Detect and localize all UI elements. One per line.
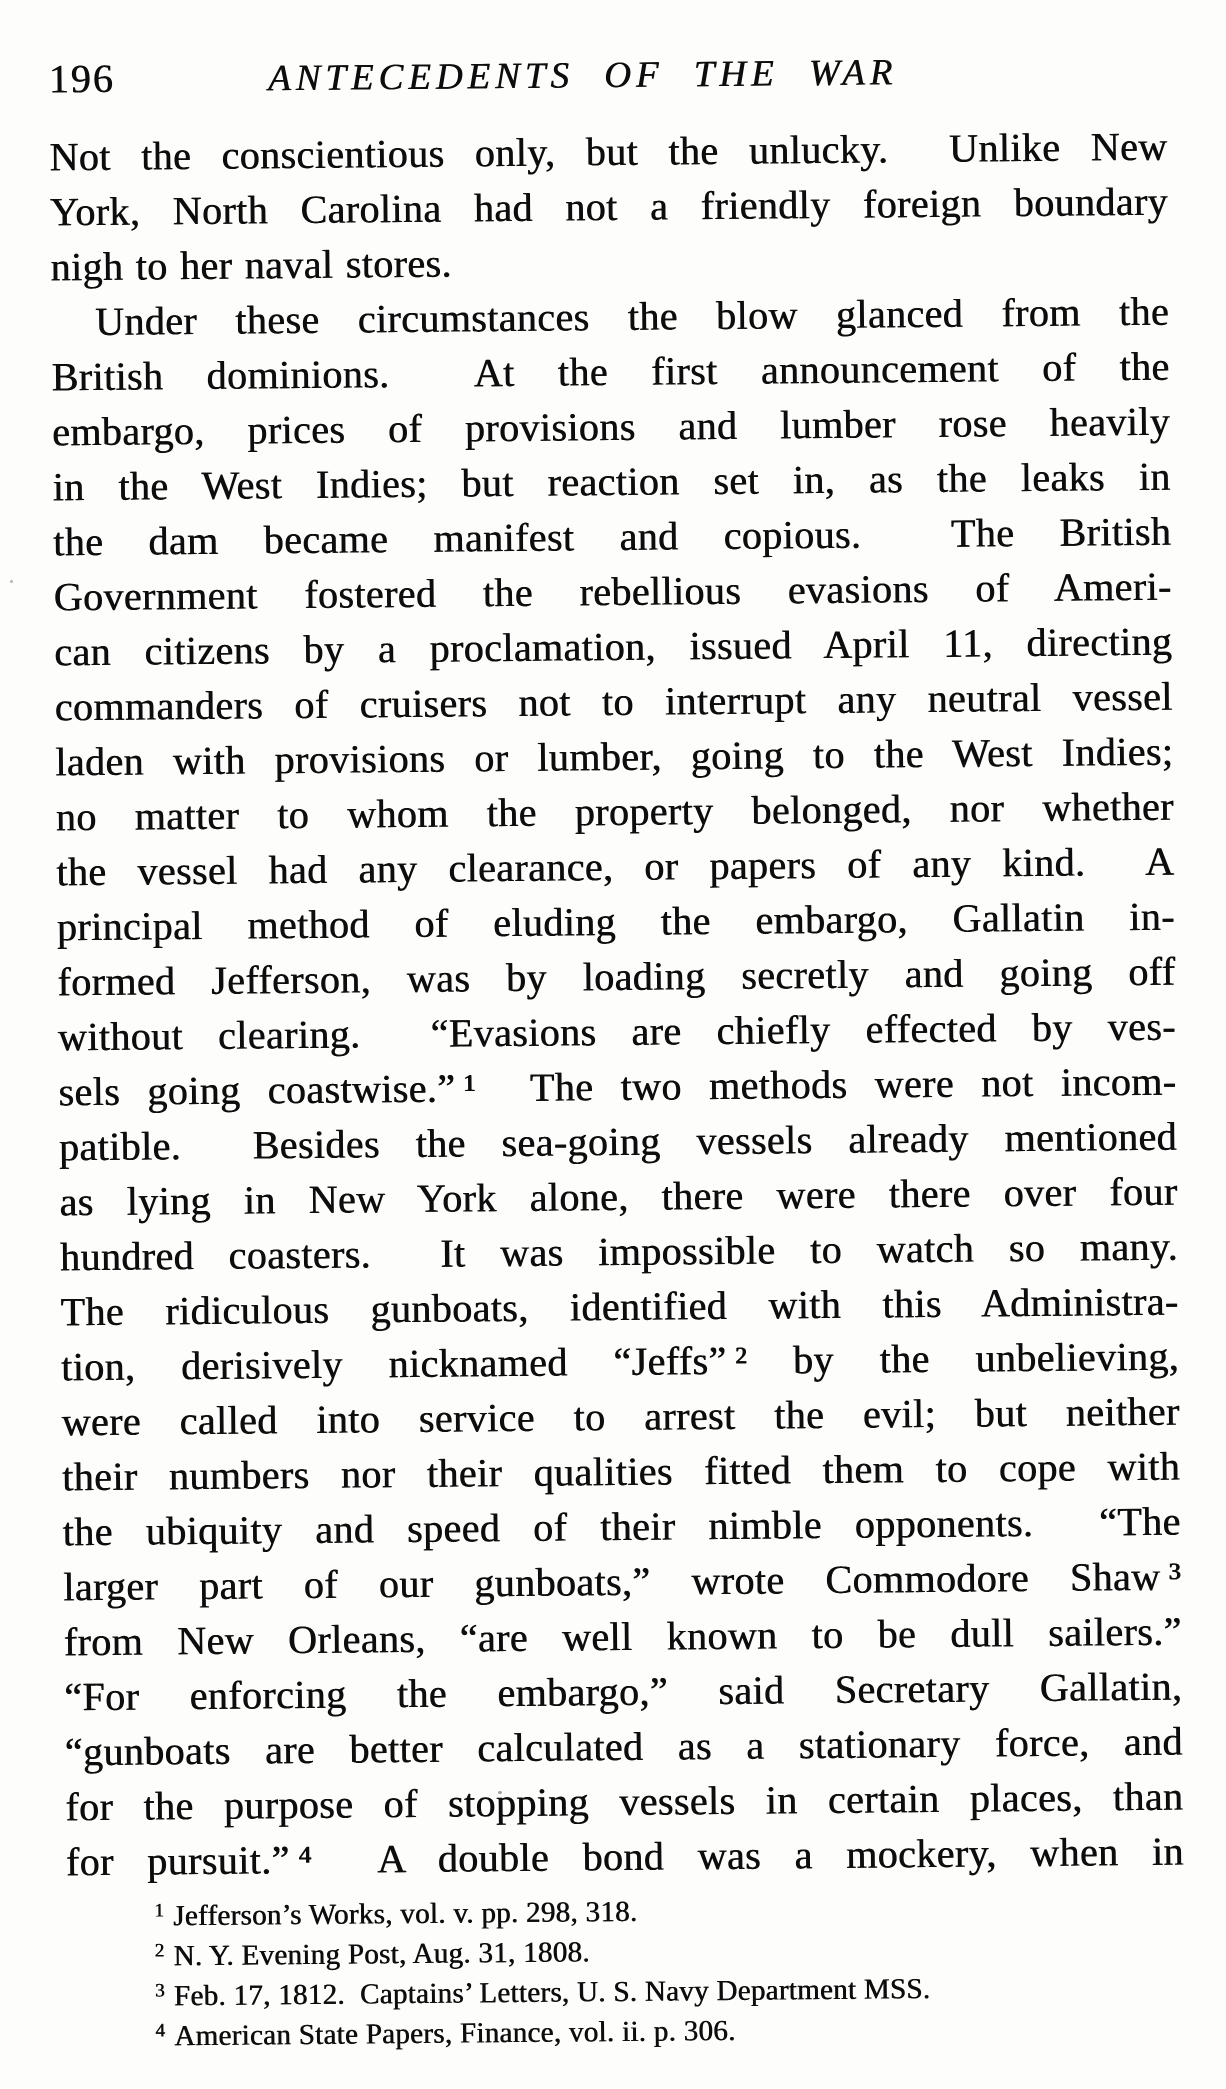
running-header <box>49 45 1167 108</box>
text-line: the ubiquity and speed of their nimble opponents. “The <box>62 1498 1181 1555</box>
text-line: sels going coastwise.” ¹ The two methods were not incom- <box>58 1058 1177 1115</box>
text-line: no matter to whom the property belonged, nor whether <box>55 783 1175 840</box>
text-line: principal method of eluding the embargo, Gallatin in- <box>56 893 1176 950</box>
text-line: the vessel had any clearance, or papers of any kind. A <box>56 838 1175 895</box>
text-line: without clearing. “Evasions are chiefly effected by ves- <box>57 1003 1177 1060</box>
text-line: “For enforcing the embargo,” said Secretary Gallatin, <box>64 1663 1183 1720</box>
page-number: 196 <box>48 55 116 102</box>
footnote-marker: 2 <box>154 1940 165 1962</box>
text-line: can citizens by a proclamation, issued April 11, directing <box>54 618 1173 675</box>
footnote-marker: 4 <box>155 2020 166 2042</box>
text-line: tion, derisively nicknamed “Jeffs” ² by the unbelieving, <box>61 1333 1180 1390</box>
text-line: hundred coasters. It was impossible to watch so many. <box>59 1223 1179 1280</box>
text-line: for pursuit.” ⁴ A double bond was a mockery, when in <box>65 1828 1185 1885</box>
text-line: nigh to her naval stores. <box>50 240 453 290</box>
body-text <box>49 119 1184 1890</box>
text-line: Under these circumstances the blow glanced from the <box>94 288 1170 344</box>
text-line: The ridiculous gunboats, identified with this Administra- <box>60 1278 1179 1335</box>
text-line: “gunboats are better calculated as a stationary force, and <box>64 1718 1184 1775</box>
text-line: formed Jefferson, was by loading secretly and going off <box>57 948 1176 1005</box>
text-line: in the West Indies; but reaction set in, as the leaks in <box>52 453 1171 510</box>
page-content <box>48 0 1186 2059</box>
footnote-marker: 3 <box>155 1980 166 2002</box>
footnote: 4 American State Papers, Finance, vol. ii. p. 306. <box>155 2009 1175 2059</box>
scan-speck <box>10 580 13 583</box>
text-line: larger part of our gunboats,” wrote Commodore Shaw ³ <box>63 1553 1182 1610</box>
text-line: York, North Carolina had not a friendly foreign boundary <box>49 178 1169 235</box>
text-line: as lying in New York alone, there were there over four <box>59 1168 1178 1225</box>
footnotes <box>66 1889 1185 2060</box>
footnote: 2 N. Y. Evening Post, Aug. 31, 1808. <box>155 1929 1175 1979</box>
text-line: Government fostered the rebellious evasions of Ameri- <box>53 563 1172 620</box>
text-line: their numbers nor their qualities fitted them to cope with <box>62 1443 1181 1500</box>
footnote: 3 Feb. 17, 1812. Captains’ Letters, U. S. Navy Department MSS. <box>155 1973 931 2013</box>
text-line: laden with provisions or lumber, going to the West Indies; <box>55 728 1174 785</box>
text-line: from New Orleans, “are well known to be dull sailers.” <box>63 1608 1183 1665</box>
text-line: the dam became manifest and copious. The British <box>53 508 1172 565</box>
text-line: embargo, prices of provisions and lumber rose heavily <box>52 398 1171 455</box>
text-line: patible. Besides the sea-going vessels already mentioned <box>58 1113 1178 1170</box>
text-line: Not the conscientious only, but the unlucky. Unlike New <box>49 123 1168 180</box>
running-header-title: ANTECEDENTS OF THE WAR <box>268 52 898 100</box>
text-line: for the purpose of stopping vessels in certain places, than <box>65 1773 1184 1830</box>
text-line: British dominions. At the first announcement of the <box>51 343 1170 400</box>
text-line: were called into service to arrest the evil; but neither <box>61 1388 1180 1445</box>
footnote: 1 Jefferson’s Works, vol. v. pp. 298, 318. <box>154 1889 1174 1939</box>
text-line: commanders of cruisers not to interrupt any neutral vessel <box>54 673 1174 730</box>
footnote-marker: 1 <box>154 1900 165 1922</box>
